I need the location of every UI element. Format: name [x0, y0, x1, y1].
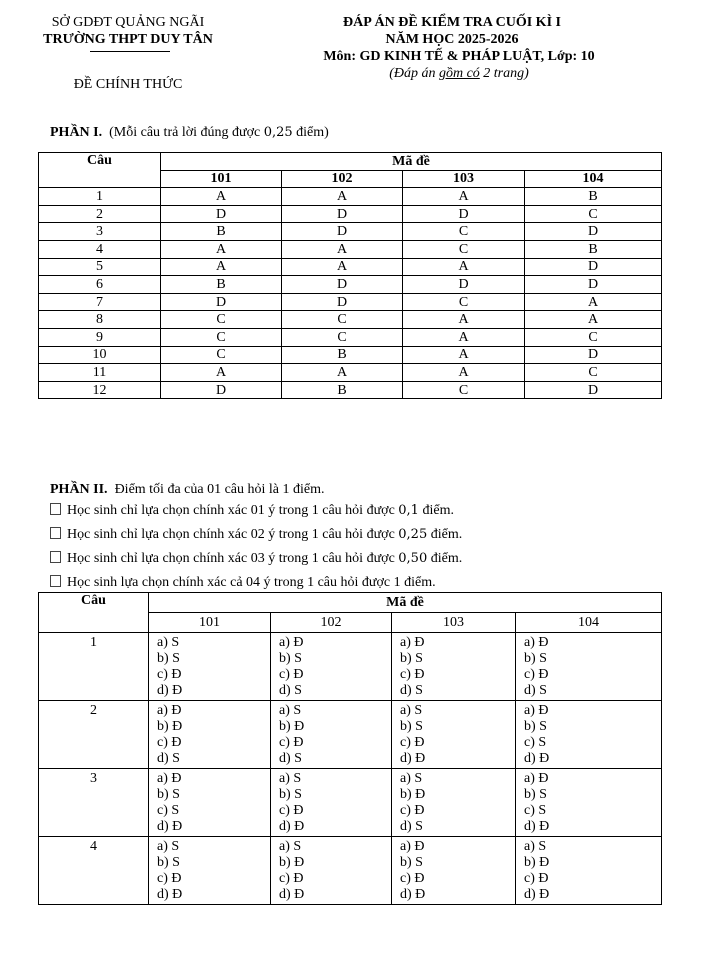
answer-item: a) Đ — [157, 703, 182, 718]
answer-item: d) Đ — [524, 887, 550, 902]
answer-cell: D — [403, 276, 525, 294]
table-row — [39, 205, 662, 223]
answer-cell: A — [161, 258, 282, 276]
answer-cell: A — [161, 364, 282, 382]
answer-cell: A — [403, 311, 525, 329]
rule-text: Học sinh chỉ lựa chọn chính xác 02 ý trong 1 câu hỏi được — [67, 527, 399, 542]
answer-cell: A — [282, 364, 403, 382]
answer-cell: A — [161, 188, 282, 206]
answer-item: d) Đ — [157, 887, 183, 902]
answer-item: d) Đ — [524, 751, 550, 766]
answer-item: a) Đ — [524, 703, 549, 718]
answer-item: d) Đ — [400, 751, 426, 766]
answer-cell — [149, 769, 271, 837]
question-number: 8 — [39, 311, 161, 329]
rule-text: điểm. — [427, 551, 463, 566]
answer-cell — [392, 633, 516, 701]
answer-item: c) S — [157, 803, 180, 818]
answer-item: c) Đ — [400, 735, 425, 750]
code-header: 104 — [516, 613, 662, 633]
answer-item: b) Đ — [157, 719, 183, 734]
question-number: 4 — [39, 240, 161, 258]
answer-cell: A — [525, 311, 662, 329]
col-header-question: Câu — [39, 593, 149, 633]
scoring-rule — [50, 502, 454, 519]
scoring-rule — [50, 526, 462, 543]
answer-item: b) S — [524, 719, 547, 734]
code-header: 102 — [282, 170, 403, 188]
answer-item: c) Đ — [524, 667, 549, 682]
answer-cell: D — [525, 223, 662, 241]
answer-cell: A — [403, 258, 525, 276]
answer-item: d) Đ — [157, 819, 183, 834]
answer-cell — [271, 633, 392, 701]
table-row — [39, 188, 662, 206]
answer-item: a) Đ — [524, 635, 549, 650]
question-number: 5 — [39, 258, 161, 276]
answer-item: b) S — [524, 787, 547, 802]
question-number: 1 — [39, 633, 149, 701]
answer-cell: D — [525, 381, 662, 399]
answer-item: a) S — [157, 839, 180, 854]
answer-cell: D — [161, 293, 282, 311]
answer-cell — [516, 701, 662, 769]
answer-item: c) Đ — [157, 735, 182, 750]
answer-cell — [516, 633, 662, 701]
official-label: ĐỀ CHÍNH THỨC — [73, 77, 183, 92]
checkbox-icon — [50, 527, 61, 539]
answer-cell: C — [403, 381, 525, 399]
scoring-rule — [50, 574, 436, 591]
answer-cell: C — [161, 346, 282, 364]
answer-cell — [516, 837, 662, 905]
part1-answer-table — [38, 152, 662, 399]
answer-cell — [271, 769, 392, 837]
answer-cell: A — [403, 188, 525, 206]
answer-item: c) Đ — [279, 735, 304, 750]
answer-item: b) S — [157, 787, 180, 802]
answer-item: c) Đ — [400, 667, 425, 682]
rule-text: Học sinh chỉ lựa chọn chính xác 01 ý trong 1 câu hỏi được — [67, 503, 399, 518]
question-number: 1 — [39, 188, 161, 206]
answer-cell: B — [282, 346, 403, 364]
question-number: 10 — [39, 346, 161, 364]
question-number: 2 — [39, 205, 161, 223]
answer-cell: B — [161, 223, 282, 241]
rule-points: 0,25 — [398, 527, 428, 542]
answer-cell: B — [525, 240, 662, 258]
table-row — [39, 311, 662, 329]
answer-cell: A — [525, 293, 662, 311]
question-number: 2 — [39, 701, 149, 769]
answer-cell: C — [525, 205, 662, 223]
table-row — [39, 328, 662, 346]
answer-item: d) S — [400, 683, 423, 698]
answer-cell: D — [525, 346, 662, 364]
table-row — [39, 837, 662, 905]
code-header: 101 — [161, 170, 282, 188]
answer-cell: C — [525, 328, 662, 346]
question-number: 12 — [39, 381, 161, 399]
answer-item: d) S — [279, 751, 302, 766]
answer-item: c) Đ — [279, 871, 304, 886]
question-number: 11 — [39, 364, 161, 382]
answer-cell: C — [403, 240, 525, 258]
answer-cell: B — [161, 276, 282, 294]
school-name: TRƯỜNG THPT DUY TÂN — [43, 32, 213, 47]
answer-item: b) S — [400, 855, 423, 870]
school-underline — [90, 51, 170, 52]
rule-points: 0,50 — [398, 551, 428, 566]
answer-cell: C — [403, 223, 525, 241]
answer-item: a) S — [400, 703, 423, 718]
part2-title: PHẦN II. Điểm tối đa của 01 câu hỏi là 1 điểm. — [50, 482, 325, 497]
answer-item: b) Đ — [524, 855, 550, 870]
answer-item: b) S — [400, 719, 423, 734]
answer-item: b) S — [524, 651, 547, 666]
question-number: 4 — [39, 837, 149, 905]
department-name: SỞ GDĐT QUẢNG NGÃI — [51, 15, 205, 30]
table-row — [39, 293, 662, 311]
answer-item: d) Đ — [524, 819, 550, 834]
answer-item: b) S — [157, 855, 180, 870]
answer-cell: A — [403, 364, 525, 382]
answer-cell — [149, 701, 271, 769]
question-number: 3 — [39, 769, 149, 837]
answer-cell: D — [282, 293, 403, 311]
answer-item: b) S — [157, 651, 180, 666]
answer-cell — [392, 769, 516, 837]
question-number: 6 — [39, 276, 161, 294]
answer-cell: D — [282, 223, 403, 241]
answer-item: b) Đ — [400, 787, 426, 802]
subject-line: Môn: GD KINH TẾ & PHÁP LUẬT, Lớp: 10 — [323, 49, 595, 64]
answer-item: c) Đ — [279, 803, 304, 818]
answer-item: d) S — [400, 819, 423, 834]
answer-cell: A — [403, 328, 525, 346]
answer-item: a) S — [279, 771, 302, 786]
code-header: 104 — [525, 170, 662, 188]
answer-item: b) S — [400, 651, 423, 666]
table-row — [39, 346, 662, 364]
answer-item: a) Đ — [157, 771, 182, 786]
answer-item: c) S — [524, 735, 547, 750]
answer-item: d) S — [524, 683, 547, 698]
answer-cell: D — [282, 276, 403, 294]
rule-text: điểm. — [427, 527, 463, 542]
answer-item: a) Đ — [400, 839, 425, 854]
answer-cell: A — [161, 240, 282, 258]
code-header: 103 — [392, 613, 516, 633]
answer-cell: B — [282, 381, 403, 399]
answer-item: c) Đ — [400, 871, 425, 886]
answer-item: a) S — [524, 839, 547, 854]
answer-item: a) S — [279, 839, 302, 854]
part2-answer-table — [38, 592, 662, 905]
rule-text: Học sinh lựa chọn chính xác cả 04 ý trong 1 câu hỏi được 1 điểm. — [67, 575, 436, 590]
answer-item: a) S — [157, 635, 180, 650]
table-row — [39, 381, 662, 399]
table-row — [39, 701, 662, 769]
col-header-question: Câu — [39, 153, 161, 188]
doc-title: ĐÁP ÁN ĐỀ KIỂM TRA CUỐI KÌ I — [343, 15, 561, 30]
answer-cell: D — [403, 205, 525, 223]
answer-cell: B — [525, 188, 662, 206]
scoring-rule — [50, 550, 462, 567]
answer-cell — [392, 701, 516, 769]
answer-cell: A — [282, 188, 403, 206]
answer-item: a) Đ — [524, 771, 549, 786]
checkbox-icon — [50, 503, 61, 515]
answer-item: b) S — [279, 651, 302, 666]
answer-cell: C — [282, 328, 403, 346]
part1-title: PHẦN I. (Mỗi câu trả lời đúng được 0,25 điểm) — [50, 125, 329, 140]
answer-cell: A — [403, 346, 525, 364]
answer-item: c) Đ — [524, 871, 549, 886]
answer-item: d) S — [157, 751, 180, 766]
answer-item: d) Đ — [279, 887, 305, 902]
answer-item: d) Đ — [279, 819, 305, 834]
table-row — [39, 276, 662, 294]
answer-item: a) Đ — [279, 635, 304, 650]
col-header-code: Mã đề — [161, 153, 662, 171]
table-row — [39, 364, 662, 382]
answer-item: a) S — [279, 703, 302, 718]
answer-cell: D — [282, 205, 403, 223]
code-header: 101 — [149, 613, 271, 633]
rule-text: điểm. — [418, 503, 454, 518]
answer-cell — [149, 633, 271, 701]
school-year: NĂM HỌC 2025-2026 — [385, 32, 519, 47]
code-header: 103 — [403, 170, 525, 188]
answer-cell — [392, 837, 516, 905]
code-header: 102 — [271, 613, 392, 633]
rule-points: 0,1 — [398, 503, 419, 518]
answer-item: d) Đ — [400, 887, 426, 902]
answer-item: c) Đ — [157, 667, 182, 682]
table-row — [39, 633, 662, 701]
question-number: 7 — [39, 293, 161, 311]
answer-cell: C — [282, 311, 403, 329]
answer-item: d) Đ — [157, 683, 183, 698]
answer-cell — [271, 701, 392, 769]
rule-text: Học sinh chỉ lựa chọn chính xác 03 ý trong 1 câu hỏi được — [67, 551, 399, 566]
table-row — [39, 258, 662, 276]
answer-cell: C — [161, 311, 282, 329]
question-number: 9 — [39, 328, 161, 346]
answer-cell: A — [282, 240, 403, 258]
answer-cell: C — [161, 328, 282, 346]
answer-item: c) Đ — [279, 667, 304, 682]
answer-cell: A — [282, 258, 403, 276]
answer-cell: C — [525, 364, 662, 382]
answer-item: b) Đ — [279, 719, 305, 734]
answer-cell — [271, 837, 392, 905]
answer-item: b) S — [279, 787, 302, 802]
col-header-code: Mã đề — [149, 593, 662, 613]
answer-cell: D — [525, 276, 662, 294]
answer-cell: C — [403, 293, 525, 311]
table-row — [39, 769, 662, 837]
page-note: (Đáp án gồm có 2 trang) — [389, 66, 529, 81]
answer-cell: D — [161, 381, 282, 399]
answer-cell — [516, 769, 662, 837]
answer-item: c) Đ — [157, 871, 182, 886]
checkbox-icon — [50, 551, 61, 563]
checkbox-icon — [50, 575, 61, 587]
answer-cell — [149, 837, 271, 905]
question-number: 3 — [39, 223, 161, 241]
table-row — [39, 240, 662, 258]
answer-item: c) S — [524, 803, 547, 818]
header-right — [262, 14, 642, 82]
header-left — [22, 14, 234, 48]
answer-item: b) Đ — [279, 855, 305, 870]
table-row — [39, 223, 662, 241]
answer-item: a) S — [400, 771, 423, 786]
answer-item: d) S — [279, 683, 302, 698]
answer-cell: D — [525, 258, 662, 276]
answer-item: a) Đ — [400, 635, 425, 650]
answer-item: c) Đ — [400, 803, 425, 818]
answer-cell: D — [161, 205, 282, 223]
